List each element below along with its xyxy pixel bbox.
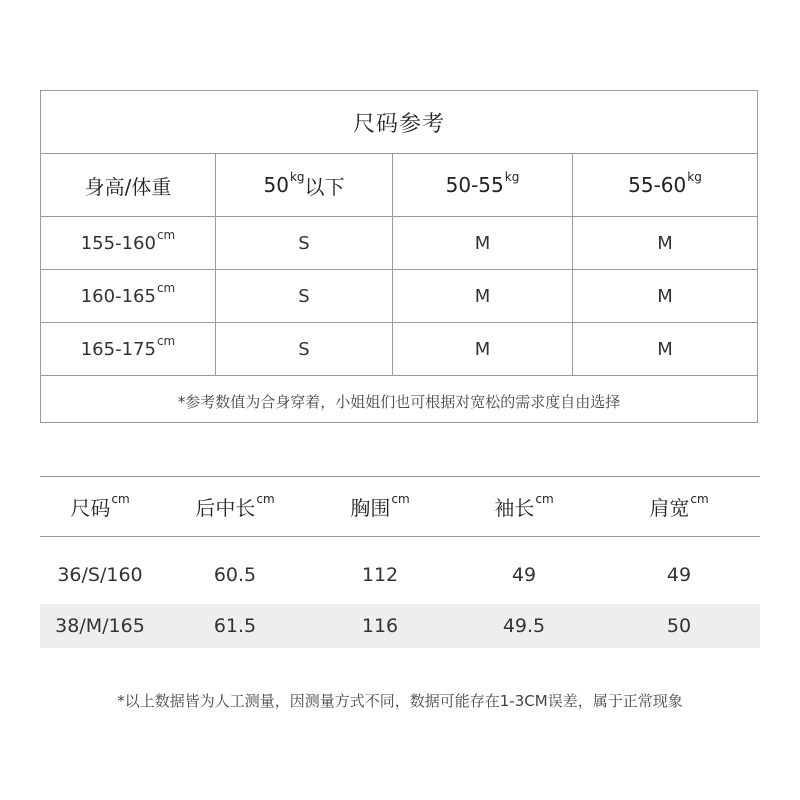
header-weight-50-55: 50-55 $^{kg}$ (393, 154, 573, 216)
unit-cm: cm (535, 491, 554, 506)
size-cell: M (393, 217, 573, 269)
sleeve-value: 49.5 (502, 615, 546, 637)
column-header-sleeve: 袖长 $^{cm}$ (494, 491, 554, 520)
size-cell: S (216, 323, 393, 375)
table-row (40, 553, 760, 597)
size-cell: M (657, 338, 673, 360)
size-reference-note: *参考数值为合身穿着，小姐姐们也可根据对宽松的需求度自由选择 (177, 393, 621, 411)
size-value: 38/M/165 (55, 615, 145, 637)
measurement-footnote: *以上数据皆为人工测量，因测量方式不同，数据可能存在1-3CM误差，属于正常现象 (117, 692, 683, 710)
measurements-header-row (40, 477, 760, 536)
shoulder-value: 49 (666, 564, 692, 586)
column-header-size: 尺码 $^{cm}$ (70, 491, 130, 520)
unit-cm: cm (690, 491, 709, 506)
size-reference-title: 尺码参考 (41, 91, 757, 154)
shoulder-value: 50 (666, 615, 692, 637)
unit-kg: kg (289, 170, 305, 184)
size-cell: M (393, 270, 573, 322)
unit-kg: kg (504, 170, 520, 184)
height-cell: 165-175 $^{cm}$ (41, 323, 216, 375)
unit-cm: cm (391, 491, 410, 506)
header-weight-55-60: 55-60 $^{kg}$ (628, 170, 702, 197)
back-length-value: 60.5 (213, 564, 257, 586)
column-header-back-length: 后中长 $^{cm}$ (195, 491, 275, 520)
size-cell: S (216, 217, 393, 269)
column-header-shoulder: 肩宽 $^{cm}$ (649, 491, 709, 520)
table-row (41, 217, 757, 270)
divider (40, 536, 760, 537)
sleeve-value: 49 (511, 564, 537, 586)
unit-kg: kg (687, 170, 702, 184)
unit-cm: cm (156, 334, 176, 348)
height-cell: 160-165 $^{cm}$ (41, 270, 216, 322)
size-reference-header-row (41, 154, 757, 217)
table-row (40, 604, 760, 648)
unit-cm: cm (111, 491, 130, 506)
size-value: 36/S/160 (57, 564, 143, 586)
size-reference-table (40, 90, 758, 423)
size-cell: S (216, 270, 393, 322)
column-header-chest: 胸围 $^{cm}$ (350, 491, 410, 520)
header-height-weight: 身高/体重 (41, 154, 216, 216)
height-cell: 155-160 $^{cm}$ (41, 217, 216, 269)
size-cell: M (657, 285, 673, 307)
unit-cm: cm (256, 491, 275, 506)
chest-value: 116 (361, 615, 399, 637)
table-row (41, 323, 757, 376)
size-cell: M (657, 232, 673, 254)
unit-cm: cm (156, 281, 176, 295)
header-weight-under-50: 50 $^{kg}$ 以下 (216, 154, 393, 216)
size-cell: M (393, 323, 573, 375)
table-row (41, 270, 757, 323)
back-length-value: 61.5 (213, 615, 257, 637)
unit-cm: cm (156, 228, 176, 242)
chest-value: 112 (361, 564, 399, 586)
